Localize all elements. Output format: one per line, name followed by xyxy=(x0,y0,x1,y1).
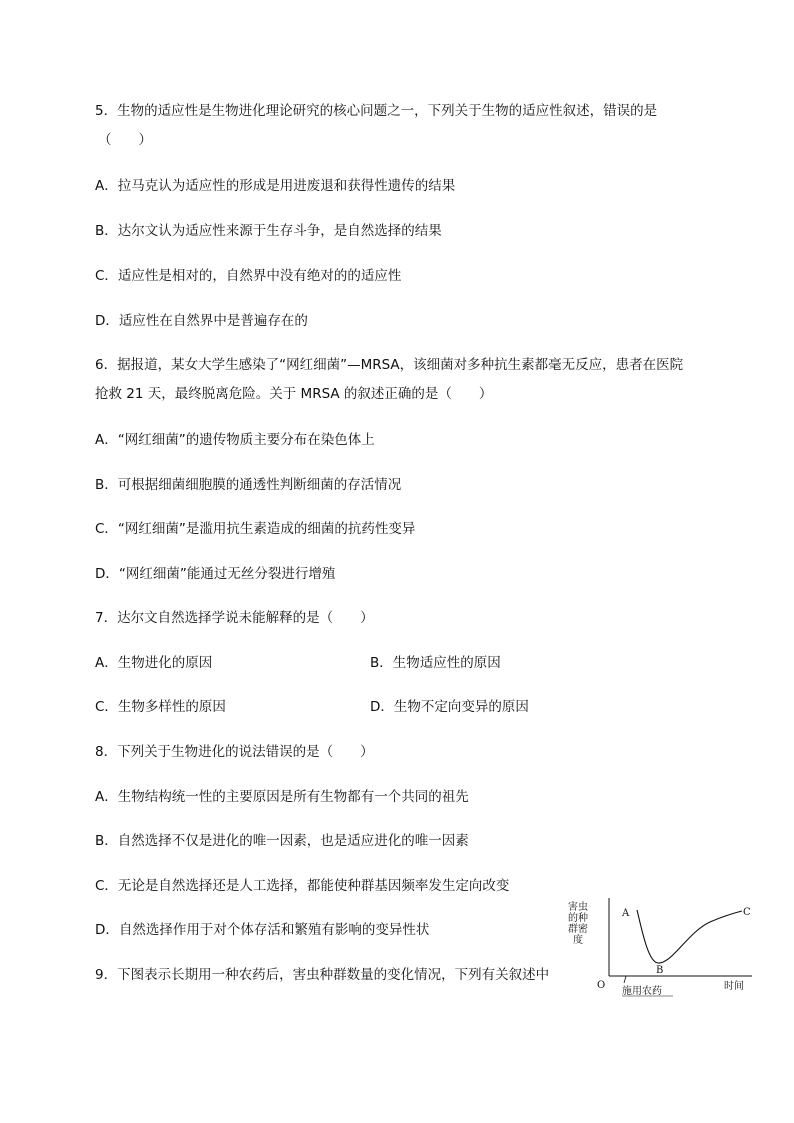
q6-option-c: C．“网红细菌”是滥用抗生素造成的细菌的抗药性变异 xyxy=(95,521,416,537)
q5-option-a: A．拉马克认为适应性的形成是用进废退和获得性遗传的结果 xyxy=(95,178,456,194)
q5-option-b: B．达尔文认为适应性来源于生存斗争，是自然选择的结果 xyxy=(95,223,442,239)
q9-stem: 9．下图表示长期用一种农药后，害虫种群数量的变化情况，下列有关叙述中 xyxy=(95,967,550,983)
ylabel-line2: 的种 xyxy=(568,913,588,924)
q5-option-d: D．适应性在自然界中是普遍存在的 xyxy=(95,313,308,329)
q8-option-c: C．无论是自然选择还是人工选择，都能使种群基因频率发生定向改变 xyxy=(95,878,510,894)
population-curve xyxy=(637,910,742,963)
origin-label: O xyxy=(597,980,606,991)
q5-stem-line2: （ ） xyxy=(98,132,152,148)
q6-option-b: B．可根据细菌细胞膜的通透性判断细菌的存活情况 xyxy=(95,477,402,493)
q5-stem-line1: 5．生物的适应性是生物进化理论研究的核心问题之一，下列关于生物的适应性叙述，错误的是 xyxy=(95,103,658,119)
q6-option-a: A．“网红细菌”的遗传物质主要分布在染色体上 xyxy=(95,432,375,448)
q6-option-d: D．“网红细菌”能通过无丝分裂进行增殖 xyxy=(95,566,336,582)
q5-option-c: C．适应性是相对的，自然界中没有绝对的的适应性 xyxy=(95,268,402,284)
q7-option-b: B．生物适应性的原因 xyxy=(370,655,501,671)
q6-stem-line1: 6．据报道，某女大学生感染了“网红细菌”—MRSA，该细菌对多种抗生素都毫无反应，患者在医院 xyxy=(95,357,684,373)
q8-option-a: A．生物结构统一性的主要原因是所有生物都有一个共同的祖先 xyxy=(95,789,469,805)
pest-density-graph xyxy=(560,890,760,1002)
q6-stem-line2: 抢救 21 天，最终脱离危险。关于 MRSA 的叙述正确的是（ ） xyxy=(95,386,493,402)
ylabel-line3: 群密 xyxy=(568,924,588,935)
q8-option-d: D．自然选择作用于对个体存活和繁殖有影响的变异性状 xyxy=(95,922,430,938)
pesticide-marker-tick xyxy=(624,976,626,983)
q7-option-a: A．生物进化的原因 xyxy=(95,655,213,671)
ylabel-line1: 害虫 xyxy=(568,902,588,913)
point-c-label: C xyxy=(743,907,751,918)
point-b-label: B xyxy=(656,965,664,976)
q8-option-b: B．自然选择不仅是进化的唯一因素，也是适应进化的唯一因素 xyxy=(95,833,469,849)
q7-option-d: D．生物不定向变异的原因 xyxy=(370,699,529,715)
q7-option-c: C．生物多样性的原因 xyxy=(95,699,226,715)
xlabel-pesticide: 施用农药 xyxy=(622,986,662,997)
q8-stem: 8．下列关于生物进化的说法错误的是（ ） xyxy=(95,744,374,760)
xlabel-time: 时间 xyxy=(724,981,744,992)
q7-stem: 7．达尔文自然选择学说未能解释的是（ ） xyxy=(95,610,374,626)
ylabel-line4: 度 xyxy=(573,935,583,946)
pest-density-figure xyxy=(560,890,760,1002)
point-a-label: A xyxy=(622,908,630,919)
